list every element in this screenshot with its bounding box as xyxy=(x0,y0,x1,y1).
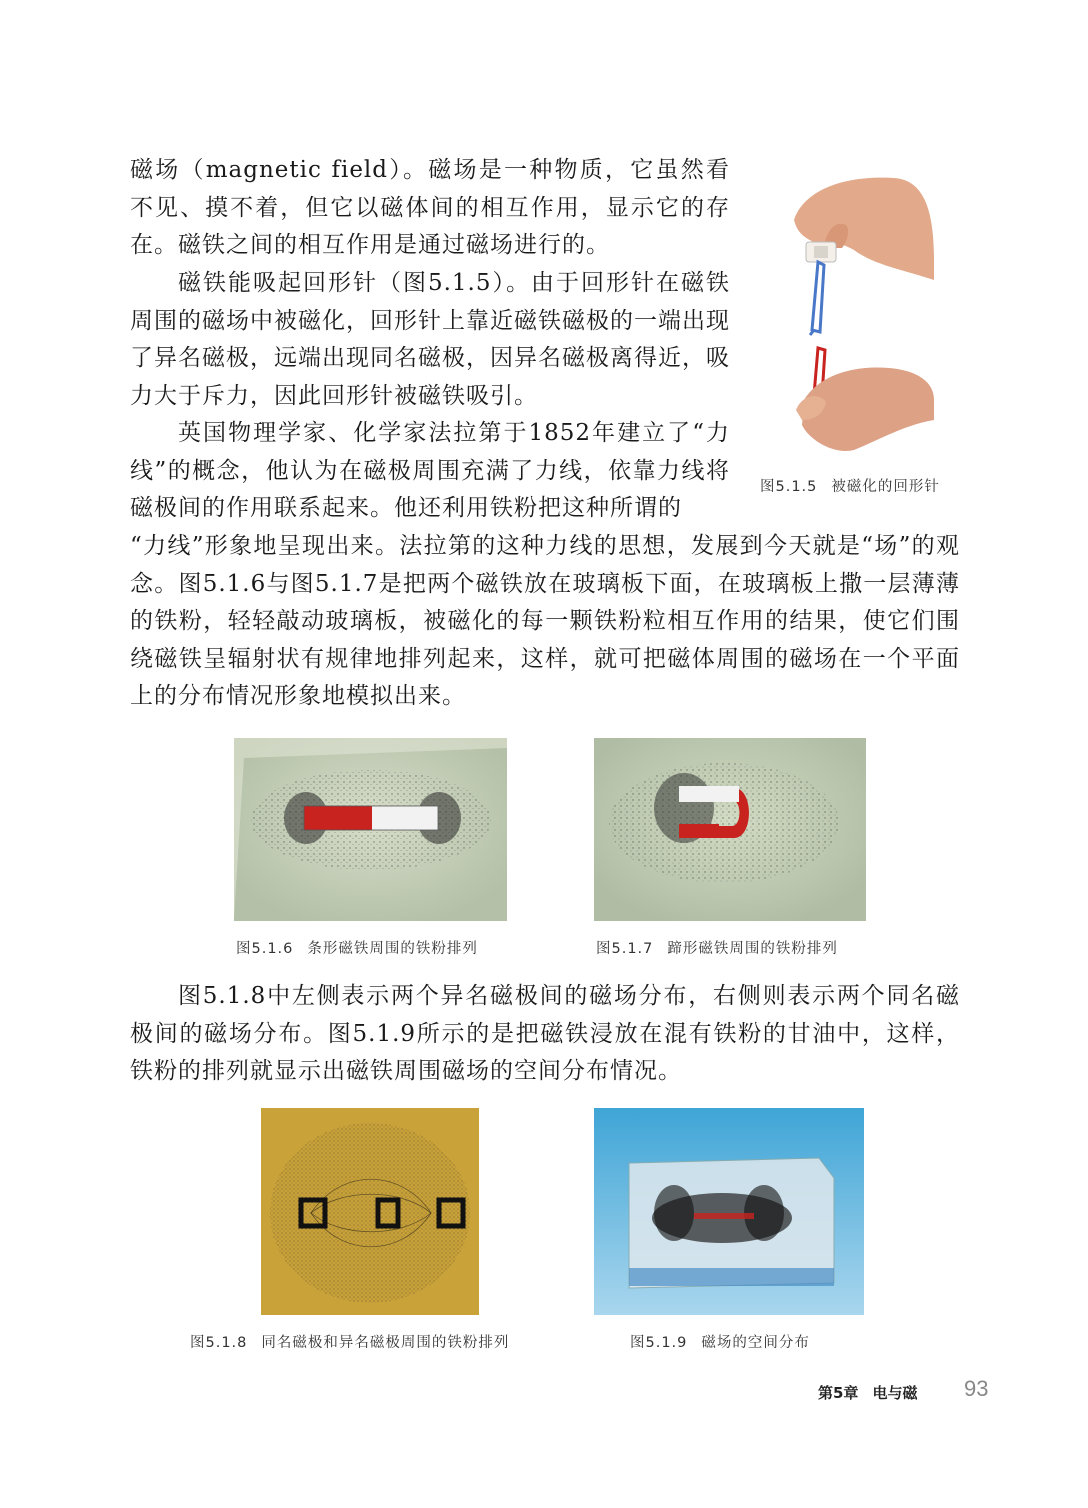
figure-caption-text: 条形磁铁周围的铁粉排列 xyxy=(307,941,478,957)
figure-5-1-6-caption xyxy=(236,937,478,958)
figure-5-1-9-caption xyxy=(630,1331,810,1352)
pole-filings-illustration xyxy=(261,1108,479,1315)
figure-caption-text: 蹄形磁铁周围的铁粉排列 xyxy=(667,941,838,957)
figure-bar-magnet-filings-photo xyxy=(234,738,507,921)
bar-magnet-filings-illustration xyxy=(234,738,507,921)
3d-field-illustration xyxy=(594,1108,864,1315)
chapter-number: 第5章 xyxy=(818,1384,859,1402)
figure-number: 图5.1.6 xyxy=(236,941,294,957)
footer-chapter xyxy=(818,1382,917,1403)
page-number: 93 xyxy=(964,1376,989,1401)
figure-number: 图5.1.9 xyxy=(630,1335,688,1351)
figure-number: 图5.1.8 xyxy=(190,1335,248,1351)
figure-3d-field-photo xyxy=(594,1108,864,1315)
paragraph-paperclip: 磁铁能吸起回形针（图5.1.5）。由于回形针在磁铁周围的磁场中被磁化，回形针上靠近磁铁磁极的一端出现了异名磁极，远端出现同名磁极，因异名磁极离得近，吸力大于斥力，因此回形针被磁铁吸引。 xyxy=(130,270,730,409)
paragraph-magnetic-field: 磁场（magnetic field）。磁场是一种物质，它虽然看不见、摸不着，但它以磁体间的相互作用，显示它的存在。磁铁之间的相互作用是通过磁场进行的。 xyxy=(130,157,730,258)
figure-number: 图5.1.7 xyxy=(596,941,654,957)
figure-horseshoe-magnet-filings-photo xyxy=(594,738,866,921)
horseshoe-magnet-filings-illustration xyxy=(594,738,866,921)
figure-caption-text: 磁场的空间分布 xyxy=(701,1335,810,1351)
figure-magnetized-paperclip-photo xyxy=(784,170,934,455)
figure-caption-text: 同名磁极和异名磁极周围的铁粉排列 xyxy=(261,1335,510,1351)
paragraph-faraday-bottom: “力线”形象地呈现出来。法拉第的这种力线的思想，发展到今天就是“场”的观念。图5.1.6与图5.1.7是把两个磁铁放在玻璃板下面，在玻璃板上撒一层薄薄的铁粉，轻轻敲动玻璃板，被磁化的每一颗铁粉粒相互作用的结果，使它们围绕磁铁呈辐射状有规律地排列起来，这样，就可把磁体周围的磁场在一个平面上的分布情况形象地模拟出来。 xyxy=(130,533,960,709)
paragraph-faraday-top: 英国物理学家、化学家法拉第于1852年建立了“力线”的概念，他认为在磁极周围充满了力线，依靠力线将磁极间的作用联系起来。他还利用铁粉把这种所谓的 xyxy=(130,420,730,521)
figure-5-1-8-caption xyxy=(190,1331,509,1352)
figure-5-1-5-caption xyxy=(760,475,940,496)
paragraph-field-distribution: 图5.1.8中左侧表示两个异名磁极间的磁场分布，右侧则表示两个同名磁极间的磁场分布。图5.1.9所示的是把磁铁浸放在混有铁粉的甘油中，这样，铁粉的排列就显示出磁铁周围磁场的空间分布情况。 xyxy=(130,983,960,1084)
chapter-title: 电与磁 xyxy=(872,1384,918,1402)
figure-caption-text: 被磁化的回形针 xyxy=(831,479,940,495)
figure-number: 图5.1.5 xyxy=(760,479,818,495)
figure-5-1-7-caption xyxy=(596,937,838,958)
hands-paperclip-illustration xyxy=(784,170,934,455)
figure-pole-filings-photo xyxy=(261,1108,479,1315)
